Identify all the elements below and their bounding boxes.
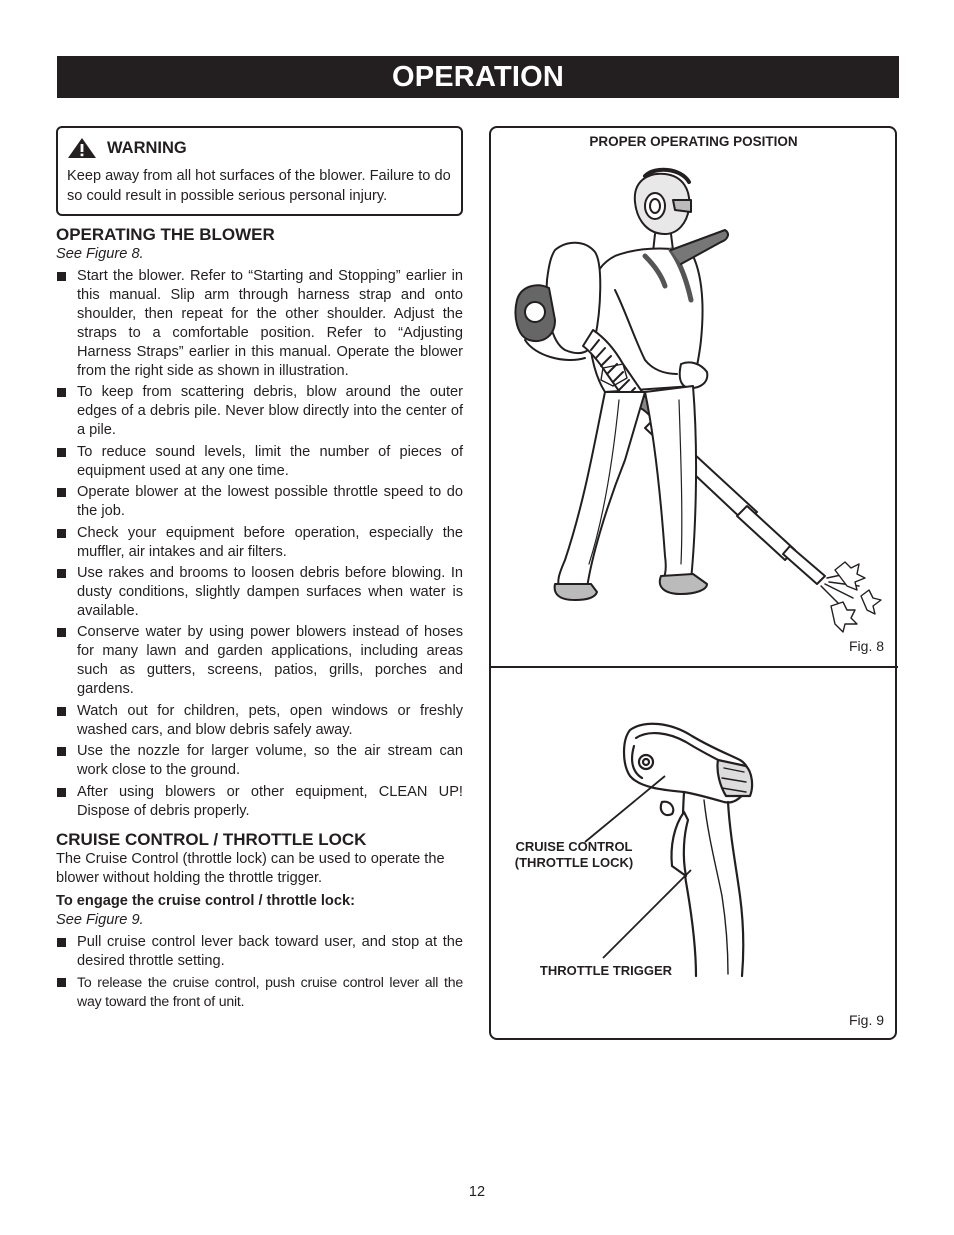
list-item: To keep from scattering debris, blow around the outer edges of a debris pile. Never blow directly into the center of a pile. <box>56 383 463 440</box>
cruise-see-figure: See Figure 9. <box>56 911 144 928</box>
throttle-trigger-callout: THROTTLE TRIGGER <box>539 963 673 978</box>
cruise-subheading: To engage the cruise control / throttle lock: <box>56 892 355 909</box>
section-banner <box>57 56 899 98</box>
page-title: OPERATION <box>391 61 565 93</box>
figure9-label: Fig. 9 <box>849 1012 885 1028</box>
list-item: Pull cruise control lever back toward user, and stop at the desired throttle setting. <box>56 933 463 971</box>
cruise-intro: The Cruise Control (throttle lock) can be used to operate the blower without holding the throttle trigger. <box>56 850 445 886</box>
list-item: Use rakes and brooms to loosen debris before blowing. In dusty conditions, slightly dampen surfaces when water is available. <box>56 564 463 621</box>
cruise-callout-line2: (THROTTLE LOCK) <box>514 855 634 870</box>
page-number: 12 <box>468 1184 486 1200</box>
list-item: Start the blower. Refer to “Starting and Stopping” earlier in this manual. Slip arm through harness strap and onto shoulder, then repeat for the other shoulder. Adjust the straps to a comfortable position. Refer to “Adjusting Harness Straps” earlier in this manual. Operate the blower from the right side as shown in illustration. <box>56 267 463 381</box>
figure-divider <box>489 666 898 668</box>
warning-box <box>56 126 463 216</box>
warning-heading: WARNING <box>107 138 187 157</box>
figure8-title: PROPER OPERATING POSITION <box>589 134 798 149</box>
left-column <box>56 126 463 1013</box>
cruise-bullet-list <box>56 933 463 1011</box>
list-item: Use the nozzle for larger volume, so the air stream can work close to the ground. <box>56 742 463 780</box>
list-item: Check your equipment before operation, especially the muffler, air intakes and air filters. <box>56 524 463 562</box>
cruise-control-callout <box>507 839 641 871</box>
list-item: After using blowers or other equipment, CLEAN UP! Dispose of debris properly. <box>56 783 463 821</box>
list-item: To release the cruise control, push cruise control lever all the way toward the front of unit. <box>56 973 463 1011</box>
figure8-label: Fig. 8 <box>849 638 885 654</box>
list-item: Operate blower at the lowest possible throttle speed to do the job. <box>56 483 463 521</box>
warning-triangle-icon <box>67 137 97 159</box>
operating-bullet-list <box>56 267 463 821</box>
operating-heading: OPERATING THE BLOWER <box>56 225 275 244</box>
cruise-callout-line1: CRUISE CONTROL <box>515 839 633 854</box>
list-item: Conserve water by using power blowers instead of hoses for many lawn and garden applications, including areas such as gutters, screens, patios, grills, porches and gardens. <box>56 623 463 699</box>
list-item: Watch out for children, pets, open windows or freshly washed cars, and blow debris safely away. <box>56 702 463 740</box>
warning-header <box>67 137 452 159</box>
warning-text: Keep away from all hot surfaces of the blower. Failure to do so could result in possible serious personal injury. <box>67 168 451 204</box>
cruise-heading: CRUISE CONTROL / THROTTLE LOCK <box>56 829 367 849</box>
list-item: To reduce sound levels, limit the number of pieces of equipment used at any one time. <box>56 443 463 481</box>
operating-see-figure: See Figure 8. <box>56 246 144 262</box>
operator-blower-illustration <box>495 160 890 660</box>
